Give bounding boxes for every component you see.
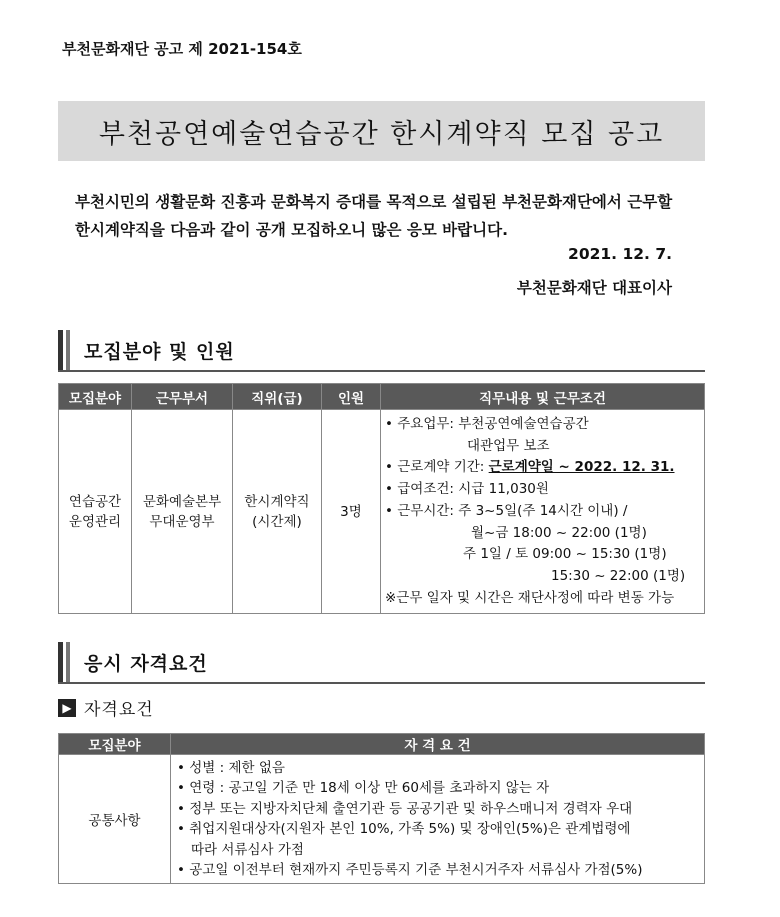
category-cell: 공통사항 [59,755,171,884]
table-header-row [59,384,705,410]
heading-bar-secondary [66,330,70,370]
notice-date: 2021. 12. 7. [568,245,672,263]
duties-cell [381,410,705,614]
section-divider [58,370,705,372]
requirement-item: • 취업지원대상자(지원자 본인 10%, 가족 5%) 및 장애인(5%)은 관계법령에 [177,821,631,838]
duty-hours-weekday: 월~금 18:00 ~ 22:00 (1명) [471,524,647,541]
requirement-item: • 성별 : 제한 없음 [177,760,285,776]
col-header: 직위(급) [233,384,322,410]
page-title: 부천공연예술연습공간 한시계약직 모집 공고 [98,118,665,150]
heading-bar-secondary [66,642,70,682]
col-header: 자 격 요 건 [171,734,705,755]
duty-period-value: 근로계약일 ~ 2022. 12. 31. [488,459,675,476]
position-text: 한시계약직 [244,493,310,510]
duty-hours-sat2: 15:30 ~ 22:00 (1명) [551,567,686,584]
heading-bar [58,330,63,370]
subsection-heading [58,695,154,720]
dept-cell [132,410,233,614]
section-heading-recruitment [58,330,235,370]
field-text: 운영관리 [68,513,122,530]
heading-bar [58,642,63,682]
table-row [59,755,705,884]
table-header-row [59,734,705,755]
section-heading-qualification [58,642,208,682]
duty-pay: • 급여조건: 시급 11,030원 [385,481,549,498]
duty-hours: • 근무시간: 주 3~5일(주 14시간 이내) / [385,502,628,519]
duty-main-task: • 주요업무: 부천공연예술연습공간 [385,416,589,432]
qualification-table [58,733,705,884]
requirement-item-cont: 따라 서류심사 가점 [191,841,304,858]
position-cell [233,410,322,614]
duty-period-label: • 근로계약 기간: [385,459,489,476]
requirement-item: • 공고일 이전부터 현재까지 주민등록지 기준 부천시거주자 서류심사 가점(5%) [177,862,643,879]
duty-period [385,457,700,479]
requirements-cell [171,755,705,884]
dept-text: 문화예술본부 [142,493,222,510]
intro-text: 부천시민의 생활문화 진흥과 문화복지 증대를 목적으로 설립된 부천문화재단에서 근무할 한시계약직을 다음과 같이 공개 모집하오니 많은 응모 바랍니다. [75,193,673,239]
duty-note: ※근무 일자 및 시간은 재단사정에 따라 변동 가능 [385,589,675,606]
col-header: 인원 [322,384,381,410]
dept-text: 무대운영부 [149,513,215,530]
notice-number: 부천문화재단 공고 제 2021-154호 [62,40,302,58]
duty-hours-sat1: 주 1일 / 토 09:00 ~ 15:30 (1명) [463,546,667,563]
section-title: 응시 자격요건 [84,652,208,675]
position-text: (시간제) [252,513,302,530]
subsection-title: 자격요건 [84,700,154,720]
field-cell [59,410,132,614]
table-row [59,410,705,614]
requirement-item: • 연령 : 공고일 기준 만 18세 이상 만 60세를 초과하지 않는 자 [177,780,550,797]
duty-main-task-cont: 대관업무 보조 [467,437,550,454]
arrow-right-icon: ▶ [58,699,76,717]
col-header: 모집분야 [59,734,171,755]
section-title: 모집분야 및 인원 [84,340,235,363]
count-cell: 3명 [322,410,381,614]
section-divider [58,682,705,684]
title-banner [58,101,705,161]
col-header: 직무내용 및 근무조건 [381,384,705,410]
field-text: 연습공간 [68,493,122,510]
issuer-name: 부천문화재단 대표이사 [516,279,672,297]
col-header: 모집분야 [59,384,132,410]
requirement-item: • 정부 또는 지방자치단체 출연기관 등 공공기관 및 하우스매니저 경력자 우대 [177,800,633,817]
recruitment-table [58,383,705,614]
col-header: 근무부서 [132,384,233,410]
